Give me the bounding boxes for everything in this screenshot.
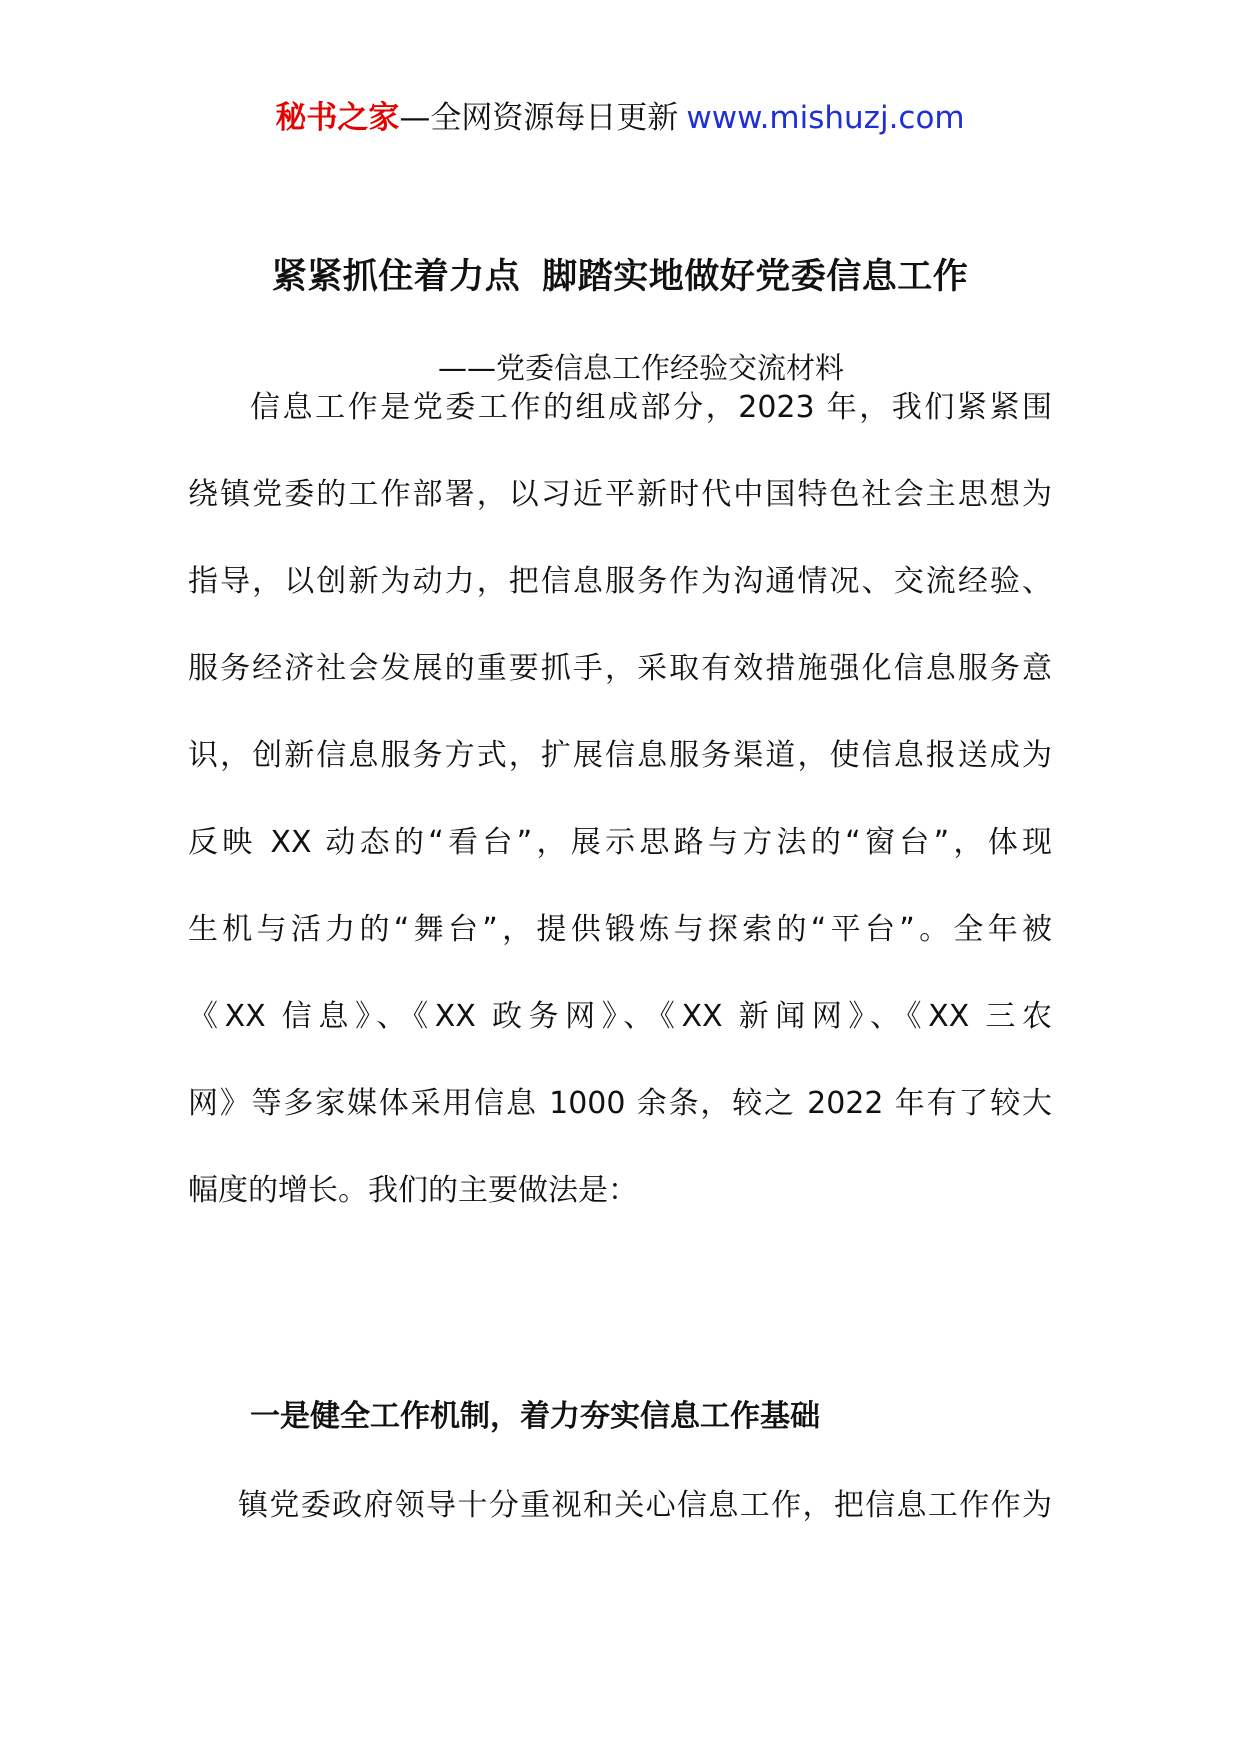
document-title	[0, 254, 1240, 300]
site-header	[0, 98, 1240, 138]
document-subtitle: ——党委信息工作经验交流材料	[438, 351, 845, 385]
section-heading-1: 一是健全工作机制，着力夯实信息工作基础	[250, 1399, 820, 1434]
paragraph-line: 识，创新信息服务方式，扩展信息服务渠道，使信息报送成为	[188, 738, 1052, 773]
paragraph-line: 反映 XX 动态的“看台”，展示思路与方法的“窗台”，体现	[188, 825, 1052, 860]
site-url-link[interactable]: www.mishuzj.com	[686, 100, 965, 136]
paragraph-line: 绕镇党委的工作部署，以习近平新时代中国特色社会主思想为	[188, 477, 1052, 512]
title-part-2: 脚踏实地做好党委信息工作	[542, 257, 969, 297]
paragraph-line: 镇党委政府领导十分重视和关心信息工作，把信息工作作为	[238, 1488, 1052, 1523]
paragraph-line: 网》等多家媒体采用信息 1000 余条，较之 2022 年有了较大	[188, 1086, 1052, 1121]
title-part-1: 紧紧抓住着力点	[271, 257, 521, 297]
paragraph-line: 指导，以创新为动力，把信息服务作为沟通情况、交流经验、	[188, 564, 1052, 599]
header-slogan: —全网资源每日更新	[399, 100, 679, 136]
paragraph-line: 《XX 信息》、《XX 政务网》、《XX 新闻网》、《XX 三农	[188, 999, 1052, 1034]
brand-name: 秘书之家	[275, 100, 400, 136]
paragraph-line: 幅度的增长。我们的主要做法是：	[188, 1173, 638, 1208]
paragraph-line: 服务经济社会发展的重要抓手，采取有效措施强化信息服务意	[188, 651, 1052, 686]
paragraph-line: 生机与活力的“舞台”，提供锻炼与探索的“平台”。全年被	[188, 912, 1052, 947]
paragraph-line: 信息工作是党委工作的组成部分，2023 年，我们紧紧围	[250, 390, 1052, 425]
